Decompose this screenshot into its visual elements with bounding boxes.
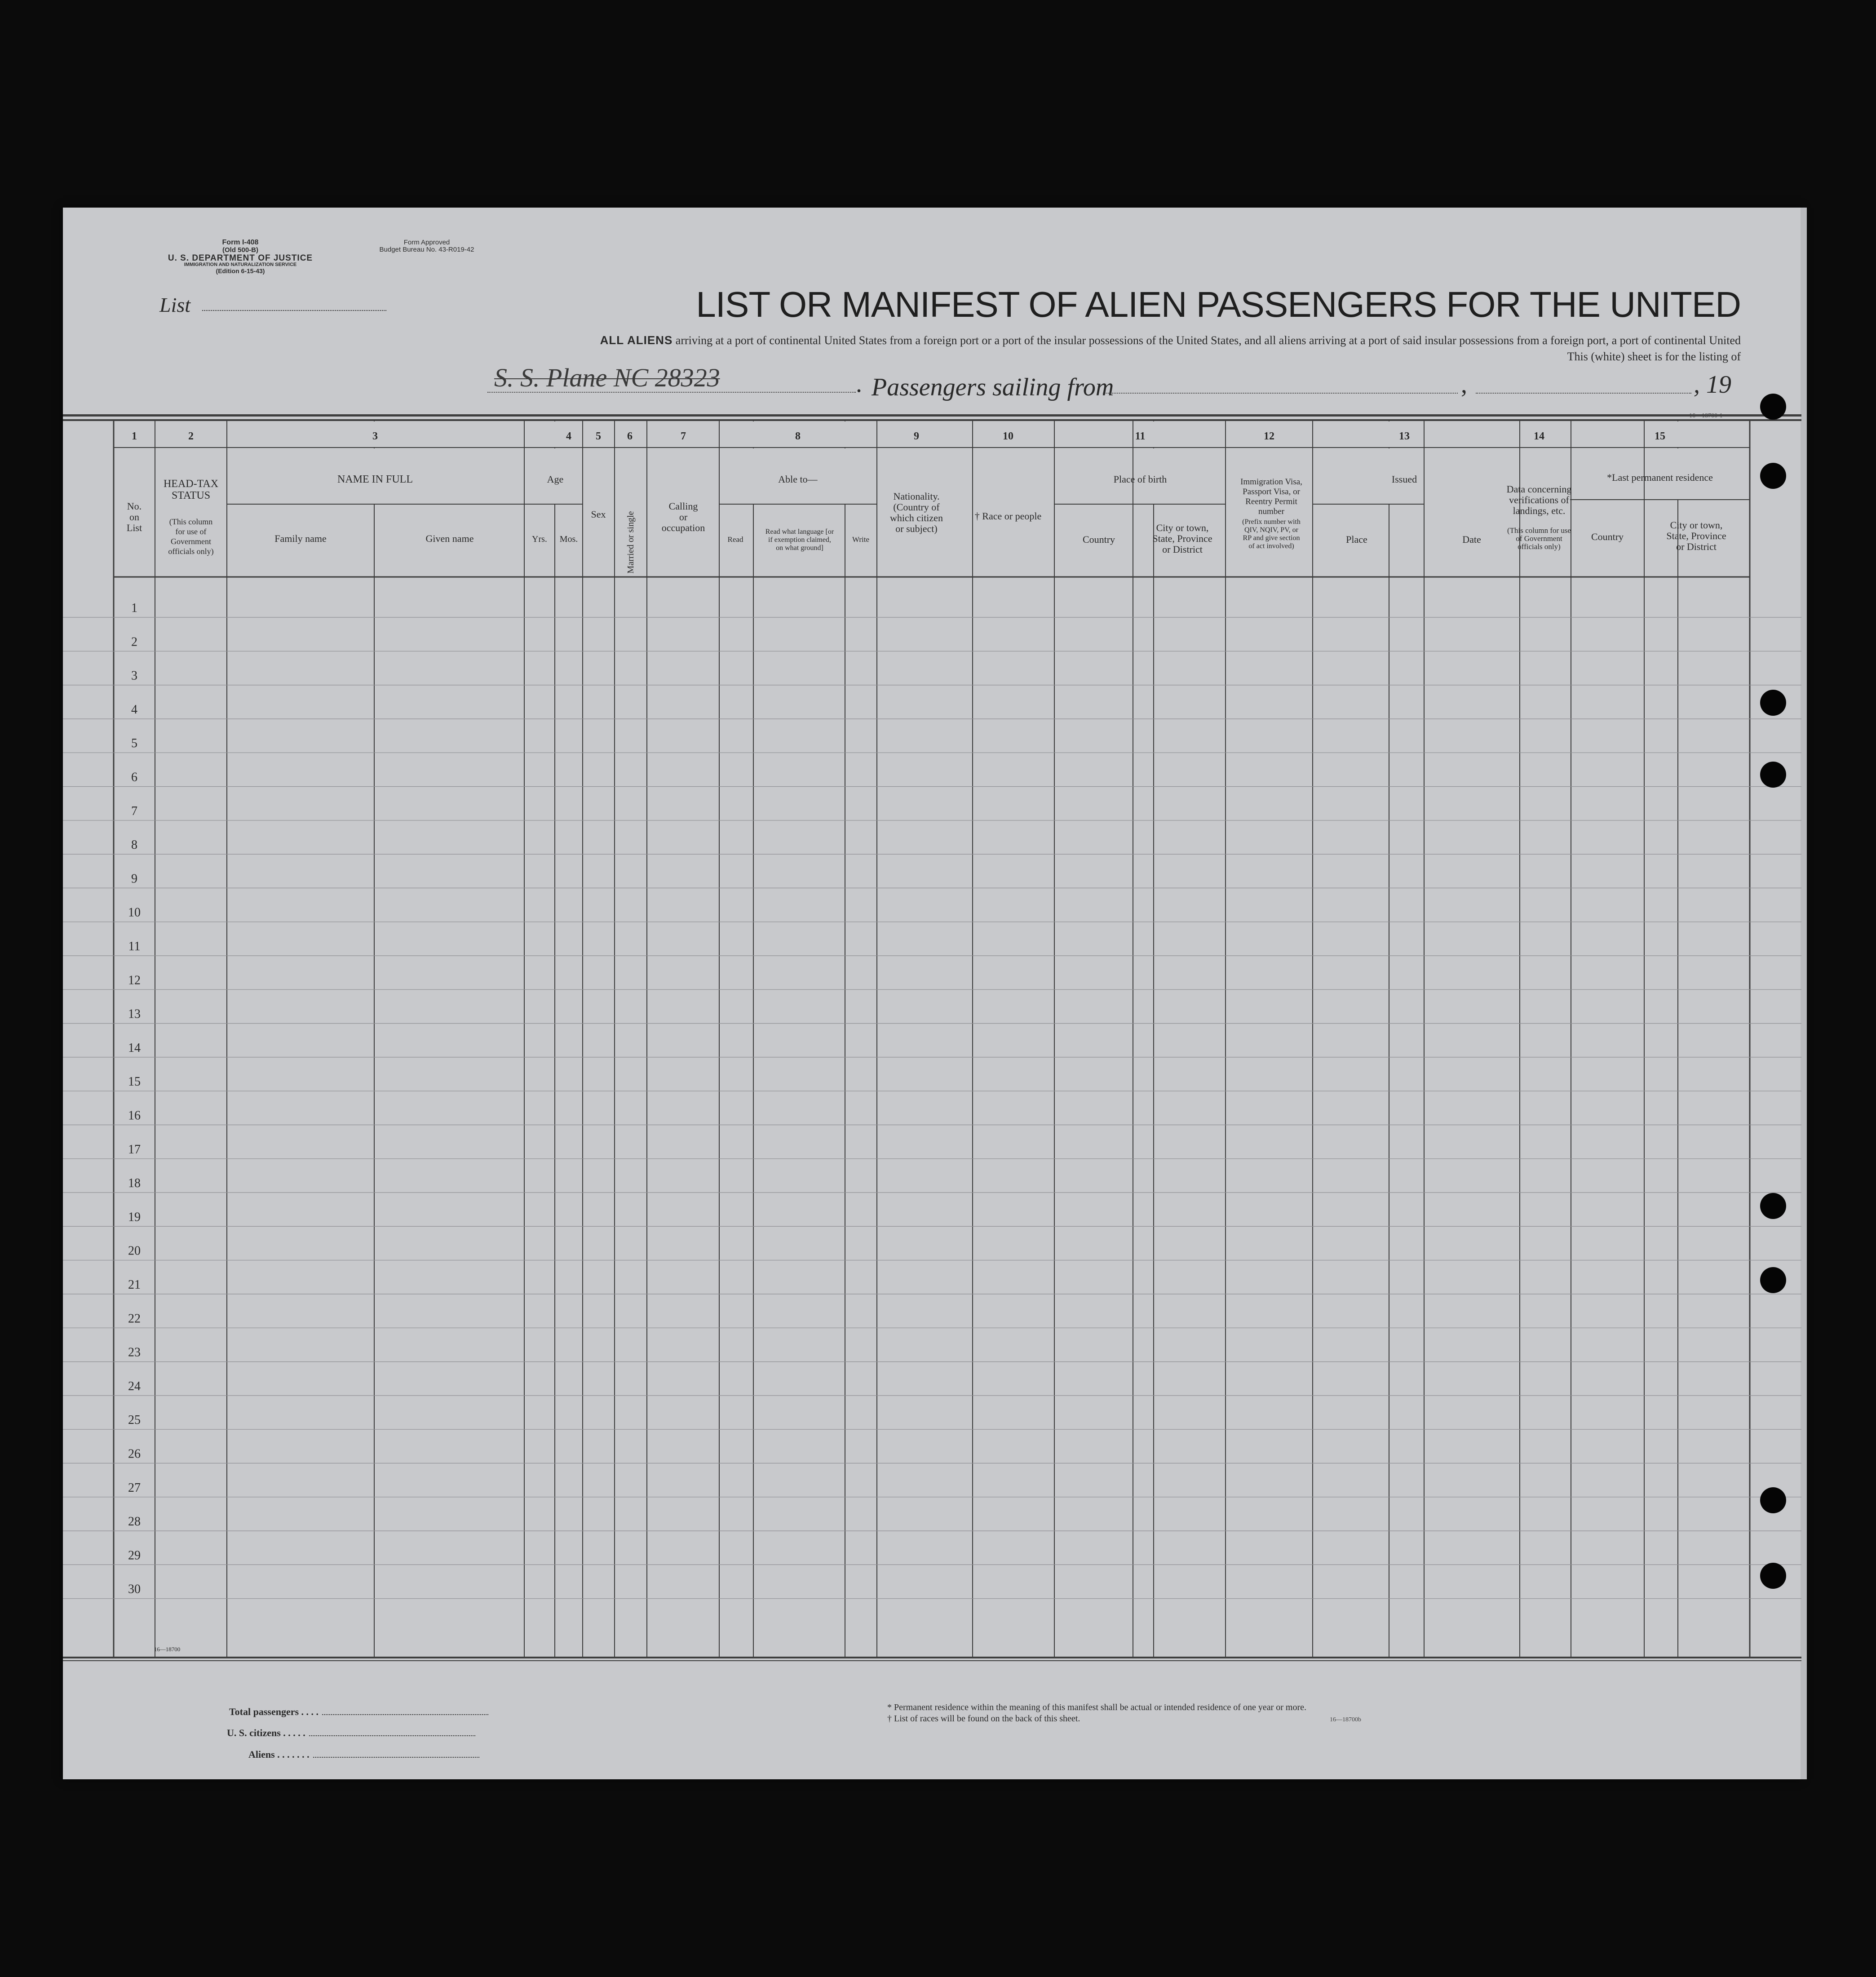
col-no-on-list: on <box>129 511 139 523</box>
column-number: 3 <box>372 430 378 442</box>
row-number: 13 <box>128 1007 141 1021</box>
row-number: 30 <box>128 1582 141 1596</box>
column-number: 12 <box>1264 430 1274 442</box>
column-number: 7 <box>681 430 686 442</box>
year-prefix: 19 <box>1706 371 1731 399</box>
intro-line-1-text: arriving at a port of continental United States from a foreign port or a port of the insular possessions of the United States, and all aliens arriving at a port of said insular possessions from a foreign port, a port of continental United <box>675 334 1741 347</box>
form-number: Form I-408 <box>222 239 259 246</box>
col-no-on-list: List <box>126 522 142 533</box>
row-number: 10 <box>128 905 141 920</box>
col-head-tax-note: Government <box>171 537 211 546</box>
col-name-in-full: NAME IN FULL <box>337 474 413 485</box>
row-number: 29 <box>128 1548 141 1563</box>
col-residence-city: State, Province <box>1666 530 1726 541</box>
col-calling-or-occupation: Calling <box>668 501 698 512</box>
col-sex: Sex <box>591 509 606 520</box>
col-residence-city: City or town, <box>1670 519 1723 531</box>
row-number: 28 <box>128 1515 141 1529</box>
col-read-what-language: Read what language [or <box>765 528 834 536</box>
header-merge-mask <box>753 421 754 447</box>
row-number: 9 <box>131 872 137 886</box>
sailing-year: , 19 <box>1694 371 1731 399</box>
col-read: Read <box>727 535 743 544</box>
row-number: 25 <box>128 1413 141 1427</box>
column-number: 4 <box>566 430 571 442</box>
row-number: 4 <box>131 702 137 717</box>
row-number: 11 <box>128 940 141 953</box>
col-head-tax-note: (This column <box>169 517 213 526</box>
form-old-number: (Old 500-B) <box>222 246 258 254</box>
row-number: 22 <box>128 1312 141 1326</box>
punch-hole <box>1760 1267 1786 1293</box>
col-calling-or-occupation: or <box>679 511 688 523</box>
col-residence-city: or District <box>1676 541 1717 552</box>
col-visa-number: Passport Visa, or <box>1243 487 1300 496</box>
row-number: 6 <box>131 770 137 785</box>
sailing-from-label: Passengers sailing from <box>872 373 1114 401</box>
col-head-tax-status: STATUS <box>171 490 211 501</box>
aliens-label: Aliens . . . . . . . <box>248 1749 310 1760</box>
punch-hole <box>1760 463 1786 489</box>
sheet-edge <box>1801 208 1807 1779</box>
row-number: 3 <box>131 669 137 683</box>
department-name: U. S. DEPARTMENT OF JUSTICE <box>168 253 313 263</box>
col-verification-note: of Government <box>1516 534 1562 543</box>
sailing-comma: , <box>1461 371 1467 399</box>
col-calling-or-occupation: occupation <box>661 522 705 533</box>
aliens-line <box>248 1749 479 1760</box>
footnote-residence: * Permanent residence within the meaning of this manifest shall be actual or intended residence of one year or more. <box>887 1702 1307 1712</box>
column-number: 15 <box>1655 430 1665 442</box>
col-last-permanent-residence: *Last permanent residence <box>1607 472 1713 483</box>
col-issued-date: Date <box>1462 534 1481 545</box>
punch-hole <box>1760 1487 1786 1513</box>
column-number: 6 <box>627 430 633 442</box>
form-edition: (Edition 6-15-43) <box>216 267 265 275</box>
total-passengers-field[interactable] <box>322 1714 488 1715</box>
col-visa-note: QIV, NQIV, PV, or <box>1244 526 1299 534</box>
col-verification-data: landings, etc. <box>1513 505 1566 516</box>
col-given-name: Given name <box>425 533 474 544</box>
intro-bold: ALL ALIENS <box>600 333 673 347</box>
col-verification-data: verifications of <box>1509 494 1569 505</box>
col-family-name: Family name <box>274 533 327 544</box>
header-merge-mask <box>845 448 846 504</box>
column-number: 9 <box>914 430 919 442</box>
column-number: 2 <box>188 430 194 442</box>
row-number: 2 <box>131 635 137 649</box>
header-merge-mask <box>1677 421 1679 447</box>
ship-name-period: . <box>856 370 862 398</box>
col-visa-note: of act involved) <box>1248 542 1294 550</box>
footnote-races: † List of races will be found on the back of this sheet. <box>887 1714 1080 1724</box>
row-number: 7 <box>131 804 137 818</box>
punch-hole <box>1760 762 1786 788</box>
col-residence-country: Country <box>1591 531 1624 542</box>
col-nationality: or subject) <box>895 523 938 534</box>
col-visa-number: Immigration Visa, <box>1240 477 1302 487</box>
punch-hole <box>1760 394 1786 420</box>
row-number: 18 <box>128 1176 141 1191</box>
col-read-what-language: on what ground] <box>776 544 823 552</box>
row-code: 16—18700 <box>154 1646 181 1653</box>
row-number: 19 <box>128 1210 141 1224</box>
row-number: 1 <box>131 601 137 615</box>
ship-name-handwritten: S. S. Plane NC 28323 <box>494 363 720 392</box>
manifest-sheet <box>63 208 1801 1779</box>
header-merge-mask <box>554 421 556 447</box>
header-merge-mask <box>753 448 754 504</box>
col-write: Write <box>852 535 870 544</box>
col-place-of-birth: Place of birth <box>1113 474 1167 485</box>
col-verification-data: Data concerning <box>1506 483 1572 495</box>
us-citizens-label: U. S. citizens . . . . . <box>227 1727 305 1738</box>
col-read-what-language: if exemption claimed, <box>768 536 831 544</box>
column-number: 8 <box>795 430 801 442</box>
col-verification-note: (This column for use <box>1507 526 1571 535</box>
col-able-to: Able to— <box>778 474 818 485</box>
header-merge-mask <box>845 421 846 447</box>
table-bottom-rule-2 <box>63 1660 1801 1661</box>
sheet-code: 16—18700-1 <box>1689 412 1723 419</box>
service-name: IMMIGRATION AND NATURALIZATION SERVICE <box>184 262 297 268</box>
col-visa-note: RP and give section <box>1243 534 1300 542</box>
col-birth-city: State, Province <box>1152 533 1212 544</box>
us-citizens-field[interactable] <box>309 1735 475 1736</box>
row-number: 20 <box>128 1244 141 1258</box>
column-number: 11 <box>1135 430 1146 442</box>
aliens-field[interactable] <box>313 1757 479 1758</box>
col-verification-note: officials only) <box>1518 542 1561 551</box>
row-number: 14 <box>128 1041 141 1055</box>
row-number: 27 <box>128 1481 141 1495</box>
col-no-on-list: No. <box>127 501 142 512</box>
total-passengers-label: Total passengers . . . . <box>229 1706 319 1717</box>
column-number: 1 <box>132 430 137 442</box>
table-grid-lines <box>63 421 1801 1657</box>
col-nationality: Nationality. <box>893 491 940 502</box>
punch-hole <box>1760 690 1786 716</box>
row-numbers <box>128 601 180 1653</box>
header-merge-mask <box>1389 448 1390 504</box>
col-age-mos: Mos. <box>559 534 578 544</box>
col-head-tax-note: for use of <box>175 527 207 536</box>
table-bottom-rule <box>63 1657 1801 1658</box>
col-race-or-people: † Race or people <box>974 510 1042 522</box>
col-head-tax-status: HEAD-TAX <box>163 478 219 490</box>
col-visa-number: number <box>1258 507 1285 516</box>
total-passengers-line <box>229 1706 488 1718</box>
budget-bureau-number: Budget Bureau No. 43-R019-42 <box>379 245 474 253</box>
col-issued: Issued <box>1391 474 1417 485</box>
footer-code: 16—18700b <box>1330 1716 1361 1723</box>
row-number: 12 <box>128 973 141 988</box>
col-birth-city: City or town, <box>1156 522 1209 533</box>
punch-hole <box>1760 1193 1786 1219</box>
list-label: List <box>159 293 191 316</box>
header-merge-mask <box>1153 421 1155 447</box>
column-number: 10 <box>1003 430 1013 442</box>
column-number: 13 <box>1399 430 1410 442</box>
row-number: 26 <box>128 1447 141 1461</box>
row-number: 8 <box>131 838 137 852</box>
punch-hole <box>1760 1563 1786 1589</box>
col-age: Age <box>547 474 564 485</box>
row-number: 5 <box>131 736 137 751</box>
row-number: 16 <box>128 1108 141 1123</box>
us-citizens-line <box>227 1727 475 1739</box>
col-age-yrs: Yrs. <box>532 534 547 544</box>
col-visa-note: (Prefix number with <box>1242 518 1301 526</box>
intro-line-2: This (white) sheet is for the listing of <box>1567 350 1741 363</box>
row-number: 24 <box>128 1379 141 1393</box>
column-number: 5 <box>596 430 601 442</box>
col-head-tax-note: officials only) <box>168 547 214 556</box>
col-birth-country: Country <box>1082 534 1115 545</box>
col-visa-number: Reentry Permit <box>1245 497 1297 506</box>
row-number: 15 <box>128 1075 141 1089</box>
manifest-table <box>63 208 1801 1779</box>
row-number: 23 <box>128 1345 141 1360</box>
column-number: 14 <box>1534 430 1544 442</box>
row-number: 17 <box>128 1142 141 1157</box>
manifest-title: LIST OR MANIFEST OF ALIEN PASSENGERS FOR THE UNITED <box>696 284 1741 324</box>
table-header-text <box>127 430 1726 573</box>
row-number: 21 <box>128 1278 141 1292</box>
header-merge-mask <box>1389 421 1390 447</box>
col-nationality: (Country of <box>893 501 940 513</box>
form-approved-label: Form Approved <box>403 239 450 246</box>
col-nationality: which citizen <box>890 512 943 523</box>
col-married-or-single: Married or single <box>626 511 636 574</box>
col-issued-place: Place <box>1346 534 1367 545</box>
col-birth-city: or District <box>1162 544 1203 555</box>
